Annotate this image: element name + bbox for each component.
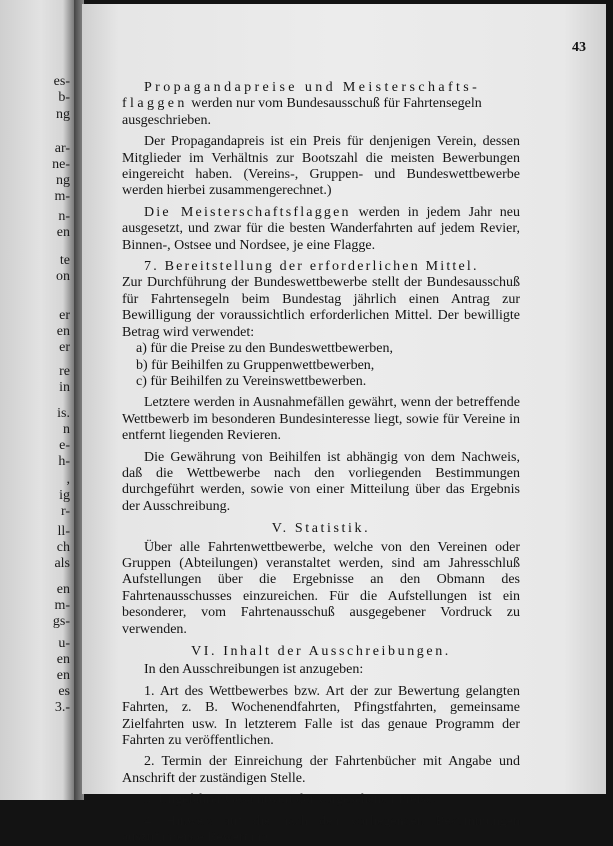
left-page-fragment: on <box>56 269 70 284</box>
left-page-fragment: te <box>59 253 70 268</box>
list-item: a) für die Preise zu den Bundeswettbewerben, <box>136 341 393 357</box>
left-page-fragment: en <box>56 668 70 683</box>
paragraph-statistik: Über alle Fahrtenwettbewerbe, welche von den Vereinen oder Gruppen (Abteilungen) veranstaltet werden, sind am Jahresschluß Aufstellungen über die Ergebnisse an den Obmann des Fahrtenausschusses einzureichen. Für die Aufstellungen ist ein besonderer, vom Fahrtenausschuß ausgegebener Vordruck zu verwenden. <box>122 539 520 637</box>
left-page-fragment: es- <box>53 74 70 89</box>
left-page-fragment: ar- <box>54 141 70 156</box>
left-page-fragment: m- <box>54 598 70 613</box>
paragraph-ausnahmefaelle: Letztere werden in Ausnahmefällen gewährt, wenn der betreffende Wettbewerb im besonderen Bundesinteresse liegt, sowie für Vereine in entfernt liegenden Revieren. <box>122 395 520 444</box>
section-heading-bereitstellung: 7. Bereitstellung der erforderlichen Mittel. <box>144 259 479 275</box>
left-page-edge <box>0 0 74 800</box>
paragraph-meisterschaftsflaggen: Die Meisterschaftsflaggen werden in jedem Jahr neu ausgesetzt, und zwar für die besten Wanderfahrten auf jedem Revier, Binnen-, Ostsee und Nordsee, je eine Flagge. <box>122 204 520 253</box>
left-page-fragment: er <box>59 340 70 355</box>
left-page-fragment: ig <box>59 488 70 503</box>
left-page-fragment: u- <box>58 636 70 651</box>
section-heading-statistik: V. Statistik. <box>271 521 371 537</box>
list-item: b) für Beihilfen zu Gruppenwettbewerben, <box>136 357 375 373</box>
left-page-fragment: b- <box>58 90 70 105</box>
left-page-fragment: ng <box>56 173 70 188</box>
left-page-fragment: en <box>56 582 70 597</box>
left-page-fragment: is. <box>57 406 70 421</box>
left-page-fragment: in <box>59 380 70 395</box>
list-item: 2. Termin der Einreichung der Fahrtenbücher mit Angabe und Anschrift der zuständigen Stelle. <box>122 754 520 786</box>
left-page-fragment: , <box>66 472 70 487</box>
list-item: c) für Beihilfen zu Vereinswettbewerben. <box>136 373 367 389</box>
left-page-fragment: en <box>56 225 70 240</box>
left-page-fragment: en <box>56 324 70 339</box>
funding-list <box>136 341 520 390</box>
paragraph-ausschreibungen-intro: In den Ausschreibungen ist anzugeben: <box>144 662 364 678</box>
list-item: 3. Ungefährer Gesamtwert der vorgesehenen Preise. <box>144 792 436 808</box>
left-page-fragment: ng <box>56 107 70 122</box>
left-page-fragment: re <box>59 364 70 379</box>
left-page-fragment: h- <box>58 454 70 469</box>
left-page-fragment: r- <box>60 504 70 519</box>
left-page-fragment: als <box>54 556 70 571</box>
page-number: 43 <box>572 40 586 55</box>
left-page-fragment: e- <box>59 438 70 453</box>
list-item: 4. Hinweis auf die nach den vorliegenden Bestimmungen auszuführende Bewertung. <box>122 813 520 846</box>
left-page-fragment: ll- <box>57 524 70 539</box>
list-item: 1. Art des Wettbewerbes bzw. Art der zur Bewertung gelangten Fahrten, z. B. Wochenendfahrten, Pfingstfahrten, gemeinsame Zielfahrten usw. In letzterem Falle ist das genaue Programm der Fahrten zu veröffentlichen. <box>122 683 520 749</box>
left-page-fragment: ne- <box>52 157 70 172</box>
left-page-text-fragments <box>0 0 74 800</box>
left-page-fragment: n- <box>58 209 70 224</box>
paragraph-gewaehrung: Die Gewährung von Beihilfen ist abhängig von dem Nachweis, daß die Wettbewerbe nach den vorliegenden Bestimmungen durchgeführt werden, sowie von einer Mitteilung über das Ergebnis der Ausschreibung. <box>122 449 520 514</box>
left-page-fragment: es <box>58 684 70 699</box>
left-page-fragment: 3.- <box>54 700 70 715</box>
left-page-fragment: en <box>56 652 70 667</box>
page-text <box>122 80 520 846</box>
section-heading-ausschreibungen: VI. Inhalt der Ausschreibungen. <box>191 644 451 659</box>
left-page-fragment: m- <box>54 189 70 204</box>
left-page-fragment: gs- <box>52 614 70 629</box>
left-page-fragment: ch <box>56 540 70 555</box>
paragraph-propagandapreis-definition: Der Propagandapreis ist ein Preis für denjenigen Verein, dessen Mitglieder im Verhältnis zur Bootszahl die meisten Bewerbungen eingereicht haben. (Vereins-, Gruppen- und Bundeswettbewerbe werden hierbei zusammengerechnet.) <box>122 134 520 199</box>
paragraph-propagandapreise: Propagandapreise und Meisterschafts- flaggen werden nur vom Bundesausschuß für Fahrtensegeln ausgeschrieben. <box>122 80 482 128</box>
left-page-fragment: n <box>63 422 70 437</box>
section-bereitstellung <box>122 259 520 275</box>
left-page-fragment: er <box>59 308 70 323</box>
book-page <box>82 4 606 846</box>
paragraph-bereitstellung-body: Zur Durchführung der Bundeswettbewerbe stellt der Bundesausschuß für Fahrtensegeln beim Bundestag jährlich einen Antrag zur Bewilligung der voraussichtlich erforderlichen Mittel. Der bewilligte Betrag wird verwendet: <box>122 275 520 340</box>
